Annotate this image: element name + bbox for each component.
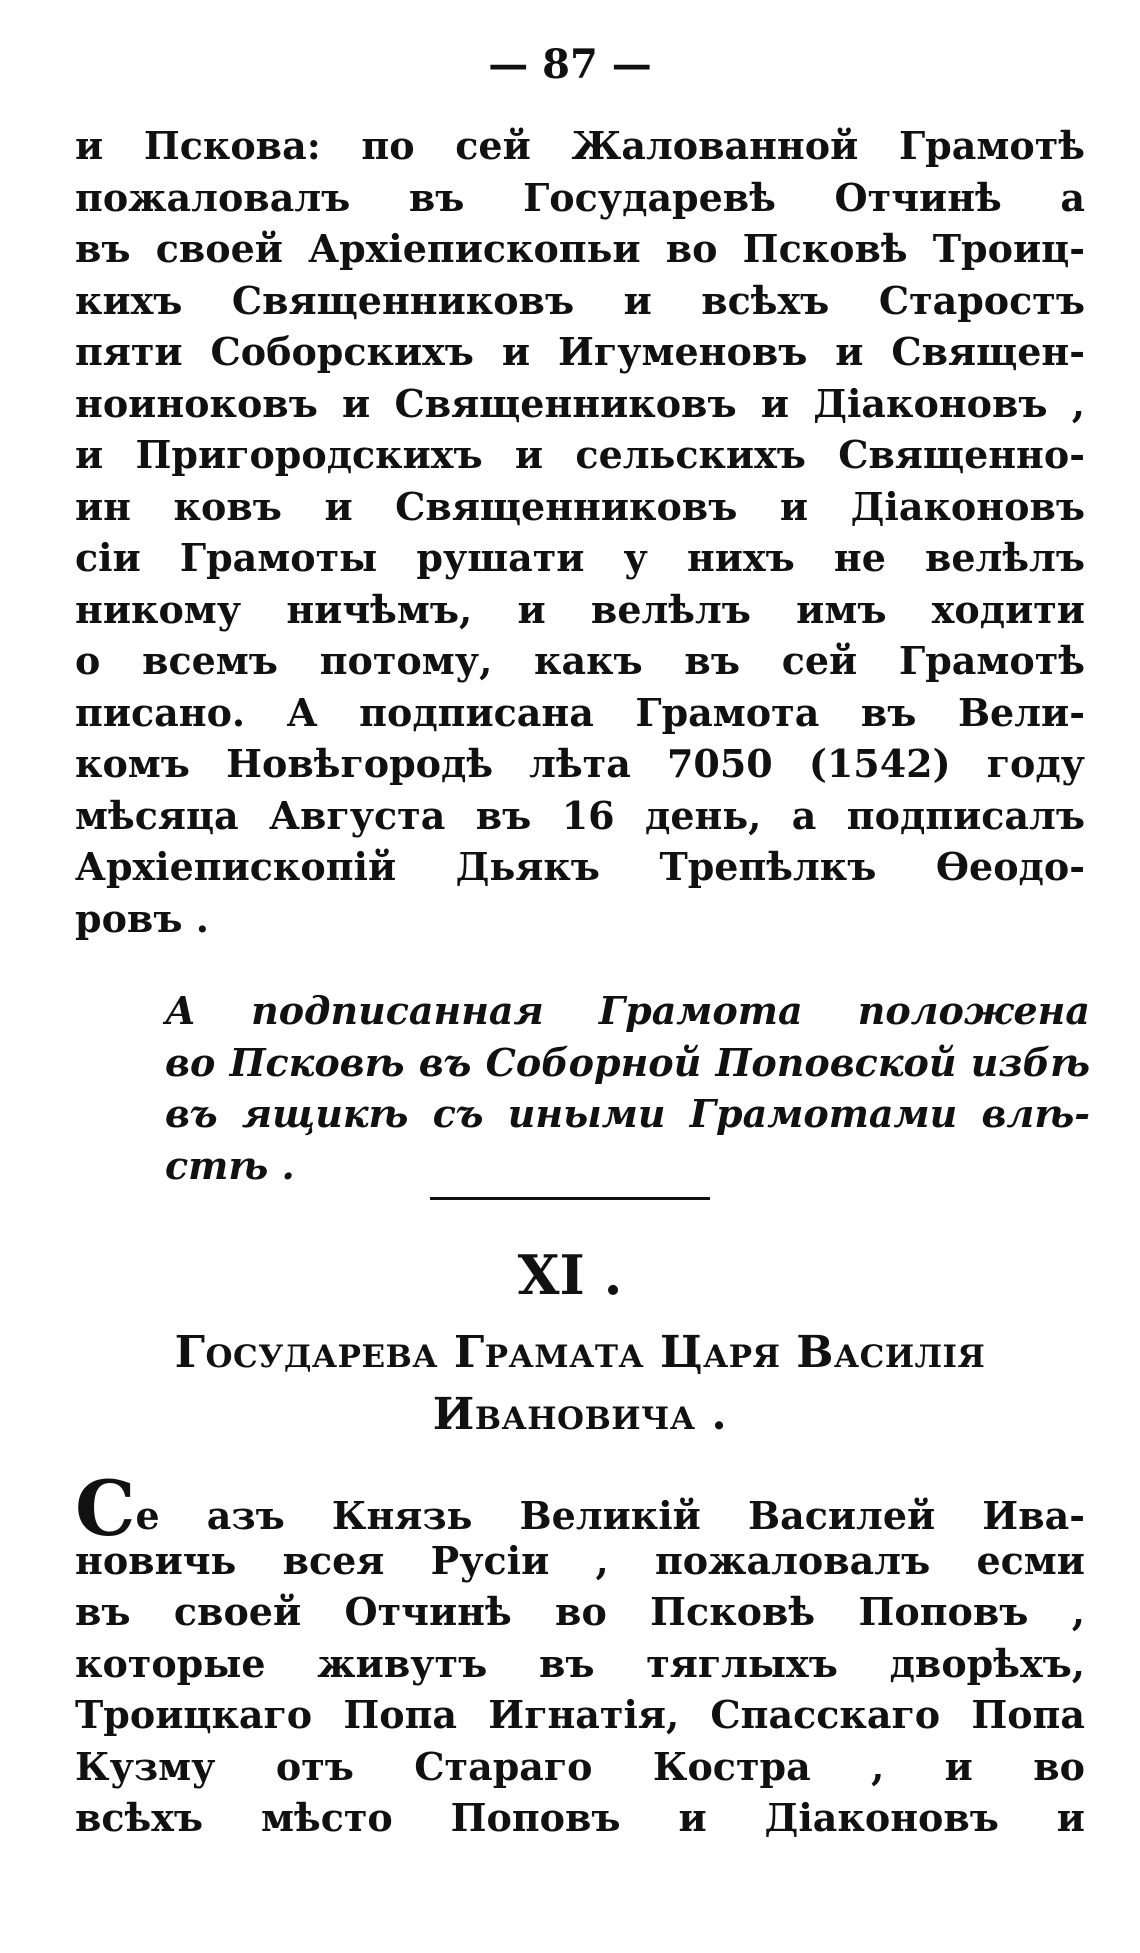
note-line: въ ящикѣ съ иными Грамотами влѣ-: [165, 1091, 1090, 1136]
text-line: въ своей Отчинѣ во Псковѣ Поповъ ,: [75, 1589, 1085, 1634]
text-line: писано. А подписана Грамота въ Вели-: [75, 689, 1085, 735]
text-line: пяти Соборскихъ и Игуменовъ и Священ-: [75, 329, 1085, 374]
note-line: стѣ .: [165, 1142, 295, 1188]
text-line: мѣсяца Августа въ 16 день, а подписалъ: [75, 792, 1085, 838]
drop-cap: С: [75, 1464, 136, 1553]
text-line: сіи Грамоты рушати у нихъ не велѣлъ: [75, 535, 1085, 580]
text-line: [75, 1464, 1085, 1553]
text-line: никому ничѣмъ, и велѣлъ имъ ходити: [75, 586, 1085, 632]
text-line: ин ковъ и Священниковъ и Діаконовъ: [75, 483, 1085, 529]
lower-text-block: [75, 1464, 1085, 1844]
text-line: всѣхъ мѣсто Поповъ и Діаконовъ и: [75, 1795, 1085, 1840]
text-line: ноиноковъ и Священниковъ и Діаконовъ ,: [75, 380, 1085, 426]
text-line: ровъ .: [75, 895, 209, 941]
section-divider: [430, 1197, 710, 1200]
text-line: Архіепископій Дьякъ Трепѣлкъ Ѳеодо-: [75, 844, 1085, 889]
text-line: и Пригородскихъ и сельскихъ Священно-: [75, 432, 1085, 477]
text-line: пожаловалъ въ Государевѣ Отчинѣ а: [75, 174, 1085, 220]
text-line: новичь всея Русіи , пожаловалъ есми: [75, 1537, 1085, 1583]
note-line: А подписанная Грамота положена: [165, 988, 1090, 1033]
text-line: о всемъ потому, какъ въ сей Грамотѣ: [75, 638, 1085, 683]
section-title: [90, 1322, 1070, 1446]
text-line: и Пскова: по сей Жалованной Грамотѣ: [75, 123, 1085, 168]
note-line: во Псковѣ въ Соборной Поповской избѣ: [165, 1039, 1090, 1085]
section-title-line: Государева Грамата Царя Василія: [174, 1327, 986, 1378]
upper-text-block: [75, 120, 1085, 944]
text-line: комъ Новѣгородѣ лѣта 7050 (1542) году: [75, 741, 1085, 786]
section-title-line: Ивановича .: [432, 1389, 728, 1440]
text-line: Кузму отъ Стараго Костра , и во: [75, 1743, 1085, 1789]
text-line: которые живутъ въ тяглыхъ дворѣхъ,: [75, 1640, 1085, 1686]
page-number: — 87 —: [488, 41, 652, 88]
text-line: кихъ Священниковъ и всѣхъ Старостъ: [75, 277, 1085, 323]
first-line-text: е азъ Князь Великій Василей Ива-: [135, 1493, 1085, 1538]
section-number: XI .: [517, 1243, 623, 1307]
text-line: въ своей Архіепископьи во Псковѣ Троиц-: [75, 226, 1085, 271]
italic-note: [165, 985, 1090, 1191]
text-line: Троицкаго Попа Игнатія, Спасскаго Попа: [75, 1692, 1085, 1737]
